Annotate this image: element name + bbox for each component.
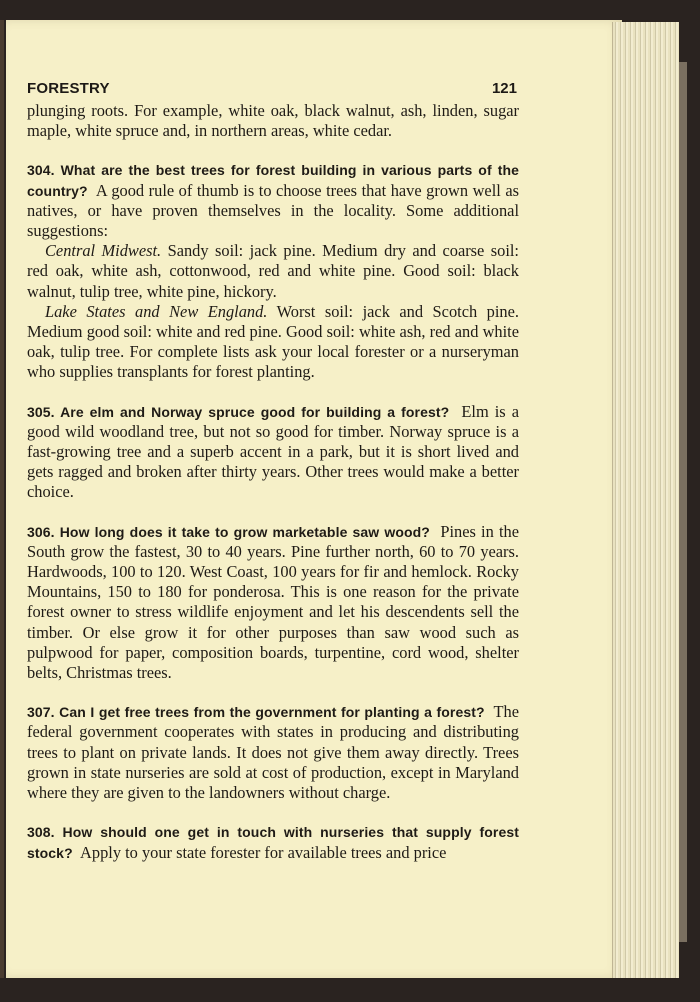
page-header [27,80,517,102]
page-body [27,101,519,863]
region-name: Lake States and New England. [45,301,268,321]
region-lake-states [27,302,519,383]
answer-text: The federal government cooperates with states in producing and distributing trees to plant on private lands. It does not give them away directly. Trees grown in state nurseries are sold at cost of production, except in Maryland where they are given to the landowners without charge. [27,702,519,803]
region-text: Worst soil: jack and Scotch pine. Medium good soil: white and red pine. Good soil: white ash, red and white oak, tulip tree. For complete lists ask your local forester or a nurseryman who supplies transplants for forest planting. [27,301,519,382]
intro-text: plunging roots. For example, white oak, black walnut, ash, linden, sugar maple, white spruce and, in northern areas, white cedar. [27,101,519,141]
question-308 [27,822,519,862]
page-stack-edges [612,22,679,978]
question-heading: 307. Can I get free trees from the government for planting a forest? [27,704,485,721]
question-306 [27,522,519,684]
intro-paragraph [27,101,519,141]
answer-text: Apply to your state forester for available trees and price [80,842,447,862]
answer-text: Elm is a good wild woodland tree, but not so good for timber. Norway spruce is a fast-growing tree and a superb accent in a park, but it is short lived and gets ragged and broken after thirty years. Other trees would make a better choice. [27,401,520,502]
question-307 [27,702,519,803]
question-305 [27,402,519,503]
book-spine-edge [0,20,4,978]
running-head: FORESTRY [27,80,110,97]
question-heading: 305. Are elm and Norway spruce good for building a forest? [27,403,450,420]
answer-text: A good rule of thumb is to choose trees that have grown well as natives, or have proven themselves in the locality. Some additional suggestions: [27,180,519,241]
region-text: Sandy soil: jack pine. Medium dry and coarse soil: red oak, white ash, cottonwood, red and white pine. Good soil: black walnut, tulip tree, white pine, hickory. [27,241,519,301]
region-central-midwest [27,241,519,302]
region-name: Central Midwest. [45,241,162,261]
question-heading: 308. How should one get in touch with nurseries that supply forest stock? [27,824,519,861]
page-number: 121 [491,80,517,97]
question-heading: 306. How long does it take to grow marketable saw wood? [27,523,430,540]
question-heading: 304. What are the best trees for forest building in various parts of the country? [27,162,519,199]
question-304 [27,160,519,241]
answer-text: Pines in the South grow the fastest, 30 to 40 years. Pine further north, 60 to 70 years. Hardwoods, 100 to 120. West Coast, 100 years for fir and hemlock. Rocky Mountains, 150 to 180 for ponderosa. This is one reason for the private forest owner to stress wildlife enjoyment and let his descendents sell the timber. Or else grow it for other purposes than saw wood such as pulpwood for paper, composition boards, turpentine, cord wood, shelter belts, Christmas trees. [27,521,519,683]
